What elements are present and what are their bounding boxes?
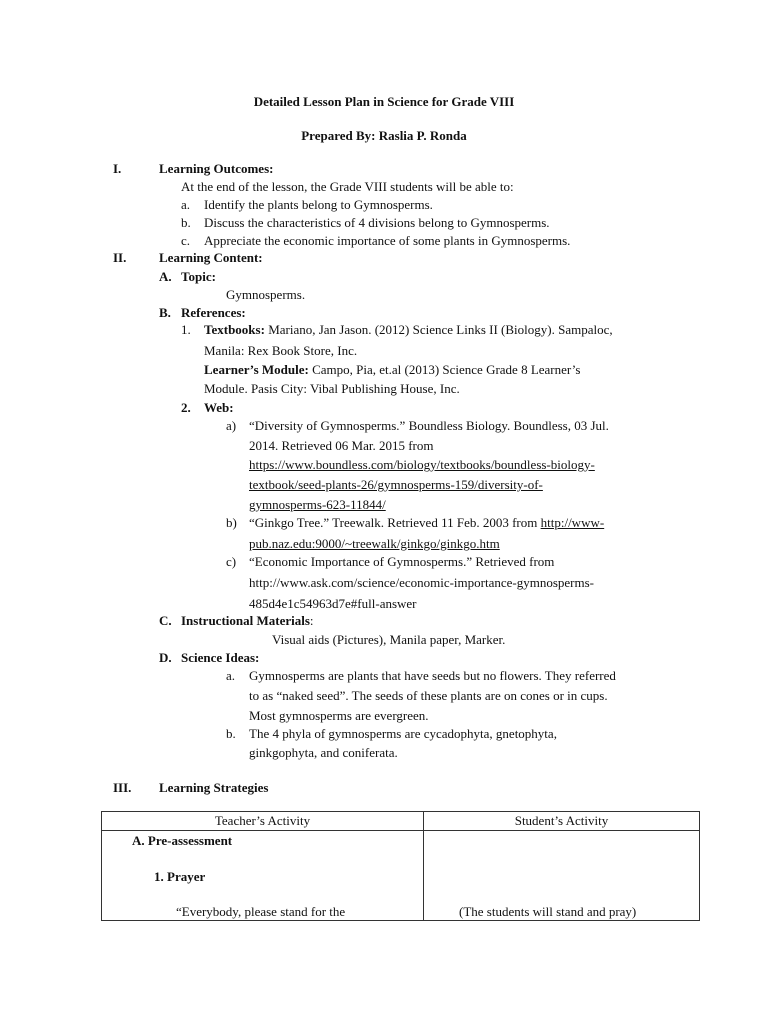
web-b-citation: “Ginkgo Tree.” Treewalk. Retrieved 11 Feb. 2003 from	[249, 515, 541, 530]
outcome-mark: b.	[181, 215, 191, 230]
teacher-activity-cell	[102, 831, 424, 921]
teacher-activity-header: Teacher’s Activity	[102, 812, 424, 831]
ideas-label: Science Ideas:	[181, 650, 260, 665]
section-3-heading: Learning Strategies	[159, 780, 269, 795]
textbooks-label: Textbooks:	[204, 322, 265, 337]
student-activity-cell	[424, 831, 700, 921]
materials-colon: :	[309, 613, 314, 628]
textbooks-mark: 1.	[181, 322, 191, 337]
idea-b-text: The 4 phyla of gymnosperms are cycadophyta, gnetophyta,	[249, 726, 557, 741]
web-c-mark: c)	[226, 554, 237, 569]
references-mark: B.	[159, 305, 171, 320]
idea-b-mark: b.	[226, 726, 236, 741]
module-citation-cont: Module. Pasis City: Vibal Publishing House, Inc.	[204, 381, 460, 396]
table-header-row	[102, 812, 700, 831]
web-c-url-cont: 485d4e1c54963d7e#full-answer	[249, 596, 417, 611]
web-b-line	[249, 514, 604, 533]
topic-value: Gymnosperms.	[226, 287, 306, 302]
textbooks-citation-cont: Manila: Rex Book Store, Inc.	[204, 343, 358, 358]
web-a-mark: a)	[226, 418, 237, 433]
web-b-mark: b)	[226, 515, 237, 530]
idea-a-text-cont: Most gymnosperms are evergreen.	[249, 708, 429, 723]
textbooks-line	[204, 321, 613, 340]
materials-mark: C.	[159, 613, 172, 628]
idea-a-mark: a.	[226, 668, 236, 683]
document-title: Detailed Lesson Plan in Science for Grade VIII	[253, 94, 515, 109]
idea-a-text: Gymnosperms are plants that have seeds but no flowers. They referred	[249, 668, 616, 683]
web-a-link[interactable]: gymnosperms-623-11844/	[249, 497, 386, 512]
module-citation: Campo, Pia, et.al (2013) Science Grade 8 Learner’s	[308, 362, 581, 377]
section-1-heading: Learning Outcomes:	[159, 161, 274, 176]
web-a-link[interactable]: https://www.boundless.com/biology/textbooks/boundless-biology-	[249, 457, 595, 472]
idea-a-text-cont: to as “naked seed”. The seeds of these plants are on cones or in cups.	[249, 688, 608, 703]
outcome-mark: c.	[181, 233, 191, 248]
module-label: Learner’s Module:	[204, 362, 309, 377]
section-1-number: I.	[113, 161, 122, 176]
web-a-link[interactable]: textbook/seed-plants-26/gymnosperms-159/diversity-of-	[249, 477, 543, 492]
section-3-number: III.	[113, 780, 132, 795]
materials-line	[181, 612, 314, 631]
teacher-instruction: “Everybody, please stand for the	[176, 904, 346, 919]
outcome-text: Discuss the characteristics of 4 divisions belong to Gymnosperms.	[204, 215, 550, 230]
web-a-citation-cont: 2014. Retrieved 06 Mar. 2015 from	[249, 438, 434, 453]
section-2-heading: Learning Content:	[159, 250, 263, 265]
topic-label: Topic:	[181, 269, 216, 284]
materials-label: Instructional Materials	[181, 613, 310, 628]
web-mark: 2.	[181, 400, 191, 415]
student-response: (The students will stand and pray)	[459, 904, 637, 919]
web-b-link[interactable]: pub.naz.edu:9000/~treewalk/ginkgo/ginkgo.htm	[249, 536, 500, 551]
references-label: References:	[181, 305, 246, 320]
web-label: Web:	[204, 400, 234, 415]
outcomes-intro: At the end of the lesson, the Grade VIII students will be able to:	[181, 179, 514, 194]
materials-value: Visual aids (Pictures), Manila paper, Marker.	[272, 632, 506, 647]
student-activity-header: Student’s Activity	[424, 812, 700, 831]
web-a-citation: “Diversity of Gymnosperms.” Boundless Biology. Boundless, 03 Jul.	[249, 418, 609, 433]
textbooks-citation: Mariano, Jan Jason. (2012) Science Links II (Biology). Sampaloc,	[264, 322, 613, 337]
pre-assessment-label: A. Pre-assessment	[132, 833, 233, 848]
outcome-mark: a.	[181, 197, 191, 212]
section-2-number: II.	[113, 250, 127, 265]
topic-mark: A.	[159, 269, 172, 284]
prepared-by: Prepared By: Raslia P. Ronda	[301, 128, 467, 143]
table-row	[102, 831, 700, 921]
module-line	[204, 361, 580, 380]
outcome-text: Identify the plants belong to Gymnosperms.	[204, 197, 433, 212]
web-c-citation: “Economic Importance of Gymnosperms.” Retrieved from	[249, 554, 555, 569]
idea-b-text-cont: ginkgophyta, and coniferata.	[249, 745, 398, 760]
ideas-mark: D.	[159, 650, 172, 665]
outcome-text: Appreciate the economic importance of some plants in Gymnosperms.	[204, 233, 571, 248]
web-c-url: http://www.ask.com/science/economic-importance-gymnosperms-	[249, 575, 595, 590]
learning-strategies-table	[101, 811, 700, 921]
prayer-label: 1. Prayer	[154, 869, 206, 884]
web-b-link[interactable]: http://www-	[540, 515, 605, 530]
